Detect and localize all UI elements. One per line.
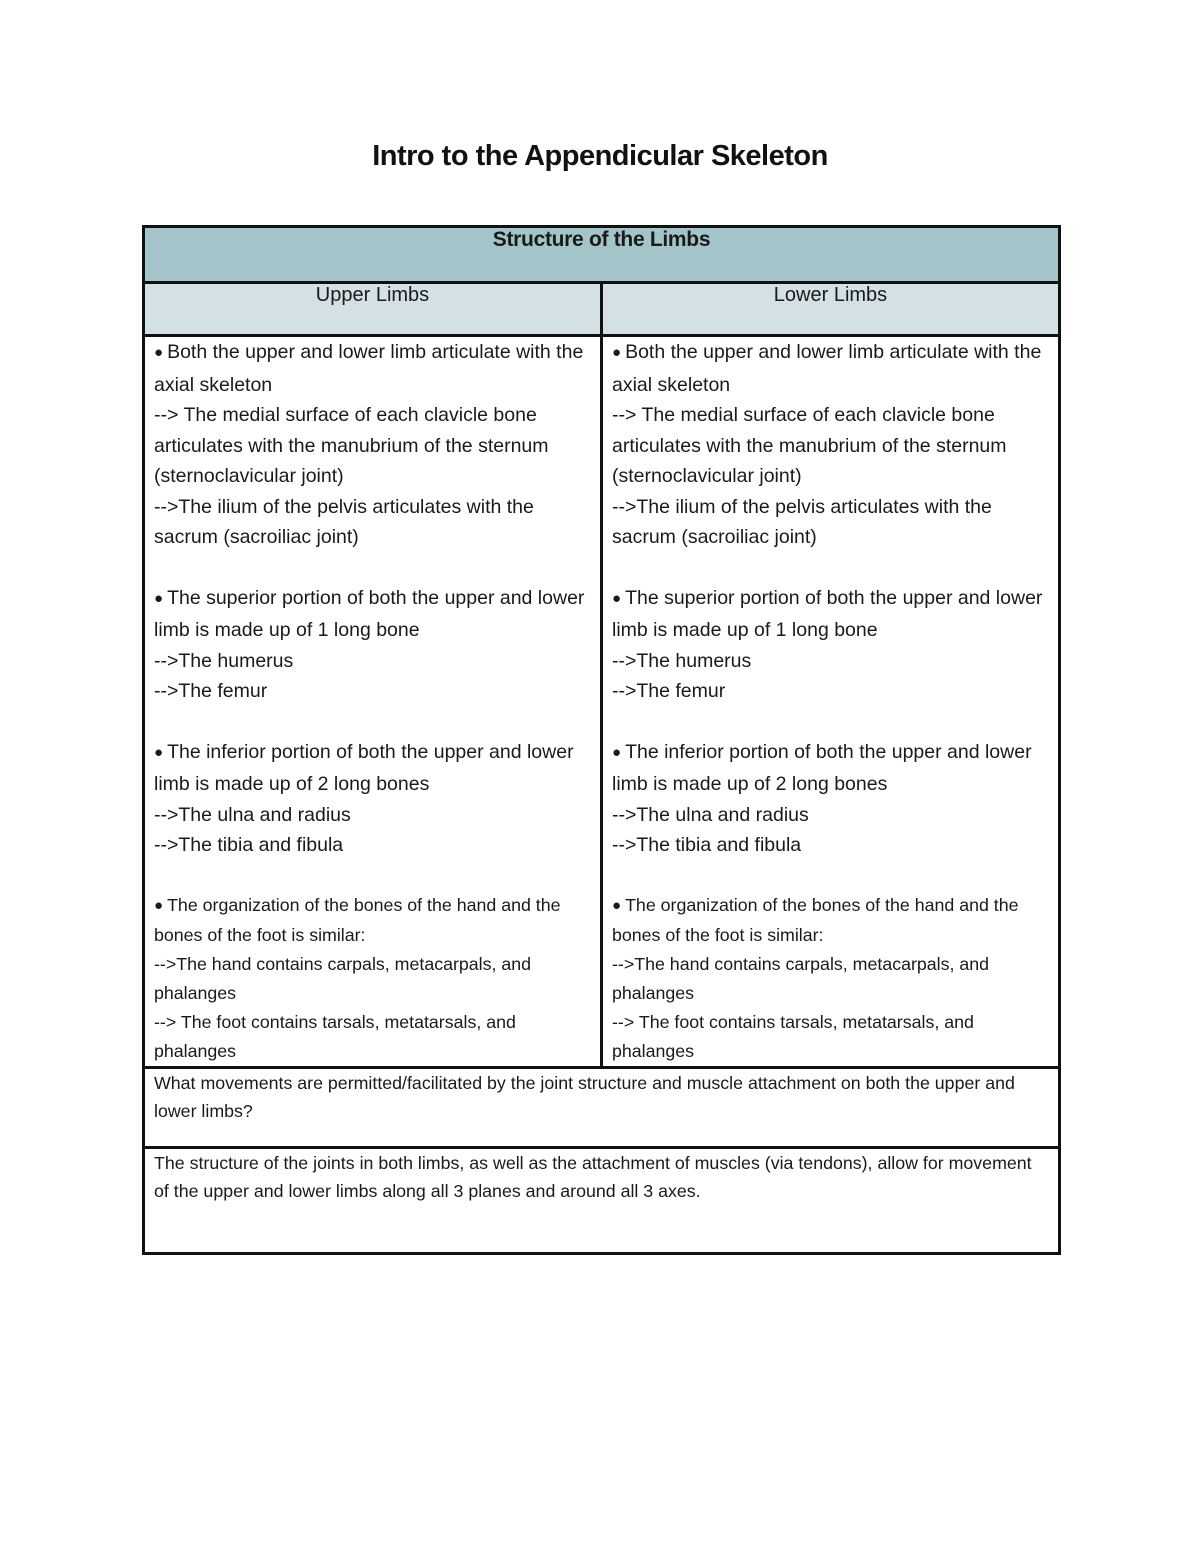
sub-line: --> The foot contains tarsals, metatarsals, and phalanges [612,1011,974,1061]
question-row [144,1067,1060,1147]
bullet-text [612,737,1049,800]
sub-line: -->The humerus [612,649,752,672]
bullet-icon: ● [612,344,622,361]
lower-point-1 [612,337,1049,553]
bullet-icon: ● [612,589,622,607]
sub-line: -->The hand contains carpals, metacarpals, and phalanges [612,953,990,1003]
sub-line: -->The tibia and fibula [612,834,802,856]
bullet-text [154,891,591,950]
bullet-label: The superior portion of both the upper and lower limb is made up of 1 long bone [612,586,1043,641]
bullet-label: Both the upper and lower limb articulate with the axial skeleton [154,341,584,396]
sub-line: -->The ilium of the pelvis articulates with the sacrum (sacroiliac joint) [612,495,992,548]
table-header-row [144,283,1060,336]
bullet-icon: ● [154,344,164,361]
bullet-icon: ● [154,743,164,761]
bullet-icon: ● [154,896,164,914]
column-header-lower-limbs: Lower Limbs [602,283,1060,336]
table-heading: Structure of the Limbs [144,227,1060,283]
lower-point-3 [612,737,1049,861]
limbs-structure-table [142,225,1061,1255]
bullet-label: The inferior portion of both the upper and lower limb is made up of 2 long bones [612,740,1032,795]
bullet-text [612,337,1049,400]
question-cell: What movements are permitted/facilitated by the joint structure and muscle attachment on both the upper and lower limbs? [144,1067,1060,1147]
bullet-label: The superior portion of both the upper and lower limb is made up of 1 long bone [154,586,585,641]
bullet-icon: ● [612,743,622,761]
bullet-label: The organization of the bones of the hand and the bones of the foot is similar: [612,894,1019,945]
upper-point-2 [154,583,591,707]
bullet-label: The organization of the bones of the hand and the bones of the foot is similar: [154,894,561,945]
lower-point-4 [612,891,1049,1066]
bullet-text [154,337,591,400]
column-header-upper-limbs: Upper Limbs [144,283,602,336]
sub-line: -->The ulna and radius [154,803,351,826]
answer-row [144,1147,1060,1253]
sub-line: --> The medial surface of each clavicle bone articulates with the manubrium of the sternum (sternoclavicular joint) [154,404,549,487]
lower-limbs-cell [602,336,1060,1068]
upper-point-3 [154,737,591,861]
sub-line: --> The foot contains tarsals, metatarsals, and phalanges [154,1011,516,1061]
bullet-label: The inferior portion of both the upper and lower limb is made up of 2 long bones [154,740,574,795]
lower-point-2 [612,583,1049,707]
bullet-icon: ● [612,896,622,914]
table-body-row [144,336,1060,1068]
sub-line: -->The hand contains carpals, metacarpals, and phalanges [154,953,532,1003]
page-title: Intro to the Appendicular Skeleton [372,140,828,172]
bullet-label: Both the upper and lower limb articulate with the axial skeleton [612,341,1042,396]
upper-point-1 [154,337,591,553]
sub-line: -->The femur [154,680,268,702]
sub-line: -->The tibia and fibula [154,834,344,856]
bullet-text [612,891,1049,950]
table-title-row [144,227,1060,283]
bullet-text [612,583,1049,646]
sub-line: -->The femur [612,680,726,702]
sub-line: -->The ulna and radius [612,803,809,826]
sub-line: --> The medial surface of each clavicle bone articulates with the manubrium of the sternum (sternoclavicular joint) [612,404,1007,487]
sub-line: -->The humerus [154,649,294,672]
upper-limbs-cell [144,336,602,1068]
bullet-text [154,583,591,646]
upper-point-4 [154,891,591,1066]
answer-cell: The structure of the joints in both limbs, as well as the attachment of muscles (via tendons), allow for movement of the upper and lower limbs along all 3 planes and around all 3 axes. [144,1147,1060,1253]
sub-line: -->The ilium of the pelvis articulates with the sacrum (sacroiliac joint) [154,495,534,548]
bullet-icon: ● [154,589,164,607]
bullet-text [154,737,591,800]
